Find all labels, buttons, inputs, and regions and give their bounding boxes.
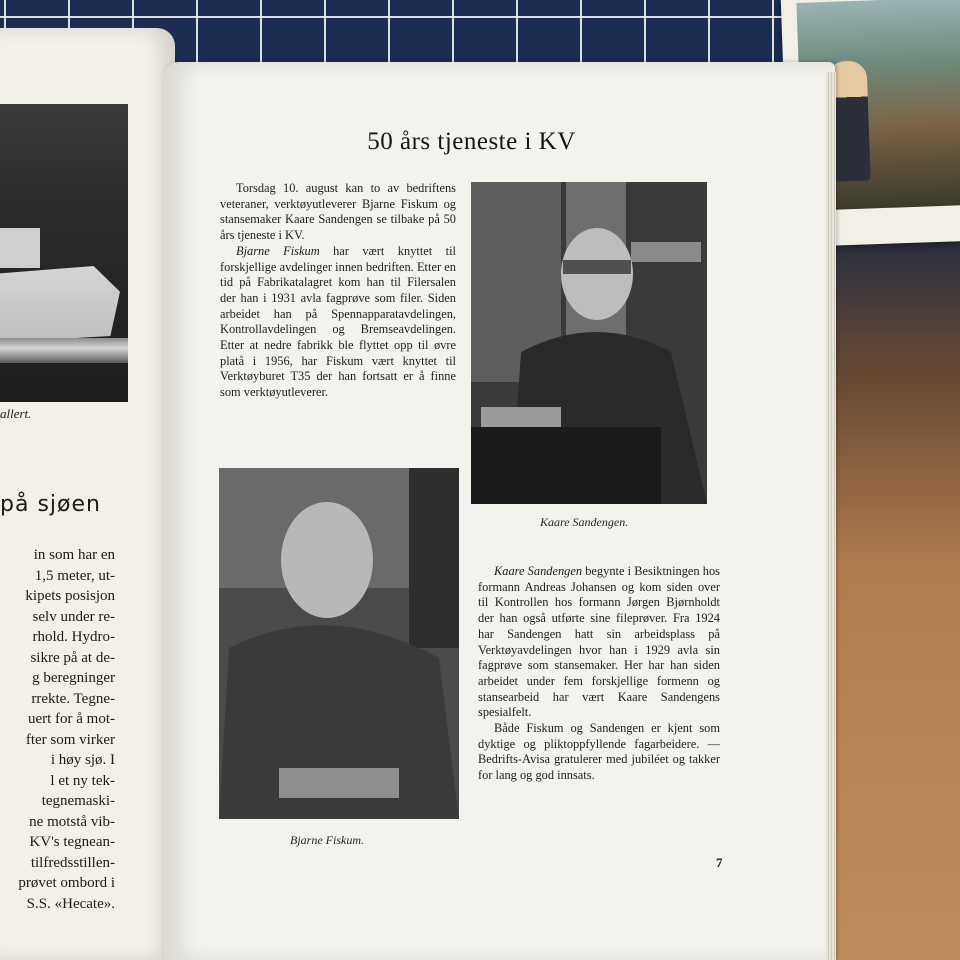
wooden-table: [820, 240, 960, 960]
article-title: 50 års tjeneste i KV: [367, 128, 576, 155]
photo-bjarne-fiskum: [219, 468, 459, 819]
left-page-body: [0, 545, 115, 914]
paragraph-fiskum: [220, 244, 456, 401]
left-page-line: uert for å mot-: [27, 711, 115, 727]
paragraph-sandengen-text: begynte i Besiktningen hos formann Andreas Johansen og kom siden over til Kontrollen hos formann Jørgen Bjørnholdt der han også utførte sine fileprøver. Fra 1924 har Sandengen hatt sin arbeidsplass på Verktøyavdelingen hvor han i 1929 avla sin fagprøve som stansemaker. Her har han siden arbeidet under fem forskjellige formenn og stansearbeid har vært Kaare Sandengens spesialfelt.: [478, 564, 720, 720]
left-page-caption: allert.: [0, 406, 32, 421]
left-page-line: ne motstå vib-: [29, 813, 115, 830]
paragraph-fiskum-text: har vært knyttet til forskjellige avdelinger innen bedriften. Etter en tid på Fabrikatalagret kom han til Filersalen der han i 1931 avla fagprøve som filer. Siden arbeidet han på Spennapparatavdelingen, Kontrollavdelingen og Bremseavdelingen. Etter at nedre fabrikk ble flyttet opp til øvre platå i 1956, har Fiskum vært knyttet til Verktøyburet T35 der han fortsatt er å finne som verktøyutleverer.: [220, 243, 456, 400]
caption-bjarne-fiskum: Bjarne Fiskum.: [290, 833, 364, 847]
left-page-heading: på sjøen: [0, 492, 101, 517]
photo-kaare-sandengen: [471, 182, 707, 504]
caption-kaare-sandengen: Kaare Sandengen.: [540, 515, 629, 529]
left-page-line: S.S. «Hecate».: [26, 895, 115, 912]
ship-deck: [0, 228, 40, 268]
left-page-line: in som har en: [33, 547, 115, 563]
left-page-line: i høy sjø. I: [50, 752, 115, 768]
left-page-line: sikre på at de-: [30, 649, 115, 666]
left-page-line: KV's tegnean-: [29, 834, 115, 850]
portrait-sandengen: [471, 182, 707, 504]
paragraph-intro: Torsdag 10. august kan to av bedriftens veteraner, verktøyutleverer Bjarne Fiskum og stansemaker Kaare Sandengen se tilbake på 50 års tjeneste i KV.: [220, 181, 456, 243]
left-page-line: rhold. Hydro-: [32, 629, 115, 645]
left-page-line: selv under re-: [32, 608, 115, 625]
page-number: 7: [716, 855, 723, 870]
article-column-2: [478, 564, 720, 784]
ship-wake: [0, 338, 128, 363]
left-page-line: prøvet ombord i: [18, 875, 115, 891]
left-page-line: l et ny tek-: [50, 772, 115, 789]
portrait-fiskum: [219, 468, 459, 819]
name-sandengen: Kaare Sandengen: [494, 564, 583, 578]
page-stack-edge: [826, 72, 836, 960]
left-page-line: rrekte. Tegne-: [31, 690, 115, 707]
left-page-line: 1,5 meter, ut-: [34, 567, 115, 584]
paragraph-closing: Både Fiskum og Sandengen er kjent som dyktige og pliktoppfyllende fagarbeidere. — Bedrifts-Avisa gratulerer med jubiléet og takker for lang og god innsats.: [478, 721, 720, 783]
article-column-1: [220, 181, 456, 401]
paragraph-sandengen: [478, 564, 720, 721]
left-page-line: kipets posisjon: [25, 588, 115, 604]
left-page-line: tegnemaski-: [41, 793, 115, 809]
name-fiskum: Bjarne Fiskum: [236, 243, 320, 258]
left-page-line: fter som virker: [25, 731, 115, 748]
left-page-line: tilfredsstillen-: [30, 854, 115, 871]
left-page-line: g beregninger: [32, 670, 115, 686]
